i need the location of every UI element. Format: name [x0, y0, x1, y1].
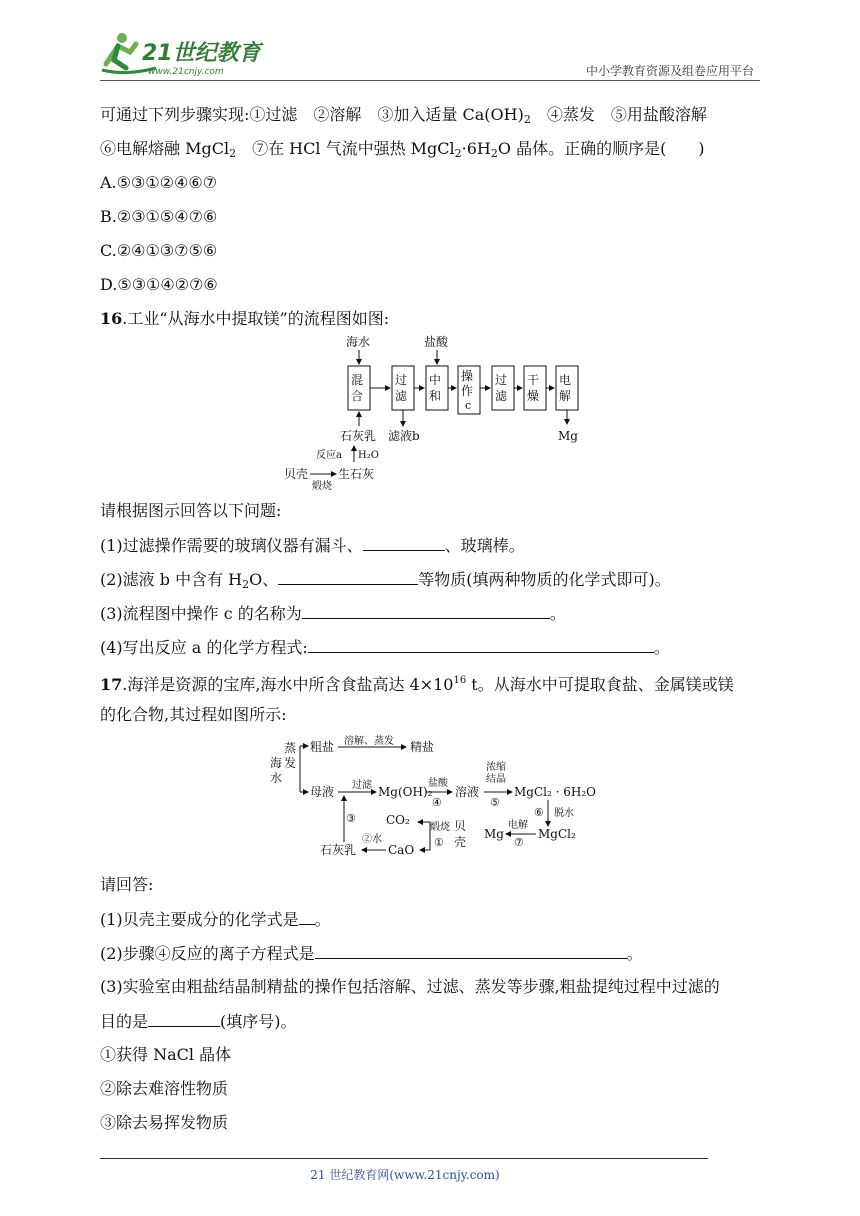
svg-text:干: 干 [527, 373, 540, 387]
svg-text:操: 操 [461, 369, 474, 383]
q15-option-a: A.⑤③①②④⑥⑦ [100, 173, 218, 192]
q17-choice-1: ①获得 NaCl 晶体 [100, 1045, 232, 1064]
q17-label-shell1: 贝 [454, 819, 467, 833]
svg-text:合: 合 [351, 389, 364, 403]
q17-sub3-line1: (3)实验室由粗盐结晶制精盐的操作包括溶解、过滤、蒸发等步骤,粗盐提纯过程中过滤的 [100, 977, 720, 996]
q17-label-filter: 过滤 [352, 780, 372, 791]
q17-label-mgoh2: Mg(OH)₂ [378, 785, 433, 799]
q17-label-step7: ⑦ [514, 836, 524, 849]
q16-box-filter1 [392, 366, 414, 410]
q16-sub4: (4)写出反应 a 的化学方程式: 。 [100, 638, 670, 657]
logo [96, 30, 266, 78]
q16-blank3[interactable] [302, 602, 550, 619]
q17-label-mg: Mg [484, 827, 504, 841]
q16-sub3: (3)流程图中操作 c 的名称为 。 [100, 604, 566, 623]
svg-text:c: c [465, 399, 472, 412]
q17-label-dissolve-evap: 溶解、蒸发 [344, 736, 394, 747]
q16-label-quicklime: 生石灰 [338, 467, 375, 481]
q16-stem: 16.工业“从海水中提取镁”的流程图如图: [100, 309, 390, 328]
q16-label-lime-milk: 石灰乳 [340, 429, 377, 443]
q16-box-operation-c [458, 366, 480, 414]
svg-text:混: 混 [351, 373, 364, 387]
q17-stem: 17.海洋是资源的宝库,海水中所含食盐高达 $4\times 10^{16}$ t。从海水中可提取食盐、金属镁或镁 [100, 675, 734, 694]
svg-text:过: 过 [395, 373, 408, 387]
logo-url: www.21cnjy.com [148, 67, 224, 77]
q16-blank1[interactable] [363, 534, 445, 551]
q17-blank1[interactable] [299, 908, 315, 925]
q17-label-step1: ① [434, 836, 444, 849]
q17-label-co2: CO₂ [386, 813, 410, 827]
q16-box-electrolysis [556, 366, 578, 410]
q17-label-electrolysis: 电解 [508, 820, 528, 831]
q17-label-crystallize: 结晶 [486, 774, 506, 785]
q17-label-water: ②水 [362, 834, 382, 845]
q16-box-filter2 [492, 366, 514, 410]
q17-sub3-line2: 目的是 (填序号)。 [100, 1012, 297, 1031]
svg-text:和: 和 [429, 389, 442, 403]
q16-box-dry [524, 366, 546, 410]
q15-line1: 可通过下列步骤实现:①过滤 ②溶解 ③加入适量 $Ca(OH)_2$ ④蒸发 ⑤用盐酸溶解 [100, 105, 707, 126]
q16-flow-diagram [280, 330, 590, 490]
q17-label-dehydrate: 脱水 [554, 808, 574, 819]
q17-label-hcl: 盐酸 [428, 778, 448, 789]
q17-label-sea2: 水 [270, 771, 283, 785]
svg-text:电: 电 [559, 373, 572, 387]
q17-label-lime-milk: 石灰乳 [320, 843, 357, 857]
q17-label-evaporate2: 发 [284, 756, 297, 770]
q15-line2: ⑥电解熔融 MgCl$_2$ ⑦在 HCl 气流中强热 $MgCl_2\cdot 6H_2O$ 晶体。正确的顺序是( ) [100, 139, 705, 160]
q17-label-step6: ⑥ [534, 806, 544, 819]
q17-flow-diagram [262, 734, 602, 860]
q16-prompt: 请根据图示回答以下问题: [100, 501, 282, 520]
q17-sub2: (2)步骤④反应的离子方程式是 。 [100, 944, 643, 963]
svg-text:滤: 滤 [495, 389, 508, 403]
q16-label-shell: 贝壳 [284, 467, 309, 481]
q16-label-acid: 盐酸 [424, 335, 449, 349]
q16-blank4[interactable] [308, 636, 654, 653]
q15-option-c: C.②④①③⑦⑤⑥ [100, 241, 218, 260]
q16-box-mix [348, 366, 370, 410]
q17-prompt: 请回答: [100, 875, 154, 894]
q16-sub2: (2)滤液 b 中含有 $H_2O$、 等物质(填两种物质的化学式即可)。 [100, 570, 671, 591]
q17-label-crude-salt: 粗盐 [310, 740, 335, 754]
q17-blank2[interactable] [315, 942, 627, 959]
footer-text[interactable]: 21 世纪教育网(www.21cnjy.com) [310, 1168, 500, 1182]
q17-label-fine-salt: 精盐 [410, 740, 435, 754]
svg-text:解: 解 [559, 389, 572, 403]
svg-text:燥: 燥 [527, 389, 540, 403]
header-platform-text: 中小学教育资源及组卷应用平台 [585, 64, 754, 78]
q17-label-concentrate: 浓缩 [486, 762, 506, 773]
svg-text:作: 作 [461, 384, 474, 398]
q16-label-calcine: 煅烧 [312, 481, 332, 490]
q17-label-cao: CaO [388, 843, 415, 857]
q17-label-shell2: 壳 [454, 835, 467, 849]
q17-blank3[interactable] [148, 1010, 220, 1027]
q17-label-step4: ④ [432, 796, 442, 809]
q17-stem-line2: 的化合物,其过程如图所示: [100, 705, 287, 724]
q17-label-calcine: 煅烧 [430, 822, 450, 833]
q16-box-neutralize [426, 366, 448, 410]
q16-blank2[interactable] [278, 568, 418, 585]
q17-label-solution: 溶液 [455, 785, 480, 799]
q17-label-step5: ⑤ [490, 796, 500, 809]
q16-label-reaction-a: 反应a [316, 450, 342, 461]
q16-label-filtrate: 滤液b [388, 429, 420, 443]
svg-text:滤: 滤 [395, 389, 408, 403]
header-rule [100, 80, 760, 81]
q17-label-sea1: 海 [270, 756, 283, 770]
q15-option-d: D.⑤③①④②⑦⑥ [100, 275, 218, 294]
q17-sub1: (1)贝壳主要成分的化学式是 。 [100, 910, 331, 929]
q16-label-sea: 海水 [346, 335, 371, 349]
q17-label-mgcl2-hydrate: MgCl₂ · 6H₂O [514, 785, 596, 799]
q17-label-mgcl2: MgCl₂ [538, 827, 576, 841]
q16-sub1: (1)过滤操作需要的玻璃仪器有漏斗、 、玻璃棒。 [100, 536, 525, 555]
q16-label-water: H₂O [358, 450, 379, 461]
svg-text:过: 过 [495, 373, 508, 387]
q17-label-evaporate1: 蒸 [284, 741, 297, 755]
svg-text:中: 中 [429, 373, 442, 387]
q17-label-step3: ③ [346, 812, 356, 825]
q17-label-mother-liquor: 母液 [310, 785, 335, 799]
footer-rule [100, 1158, 708, 1159]
logo-text: 21世纪教育 [142, 41, 261, 66]
q15-option-b: B.②③①⑤④⑦⑥ [100, 207, 218, 226]
q16-label-mg: Mg [558, 429, 578, 443]
q17-choice-2: ②除去难溶性物质 [100, 1079, 229, 1098]
q17-choice-3: ③除去易挥发物质 [100, 1113, 229, 1132]
